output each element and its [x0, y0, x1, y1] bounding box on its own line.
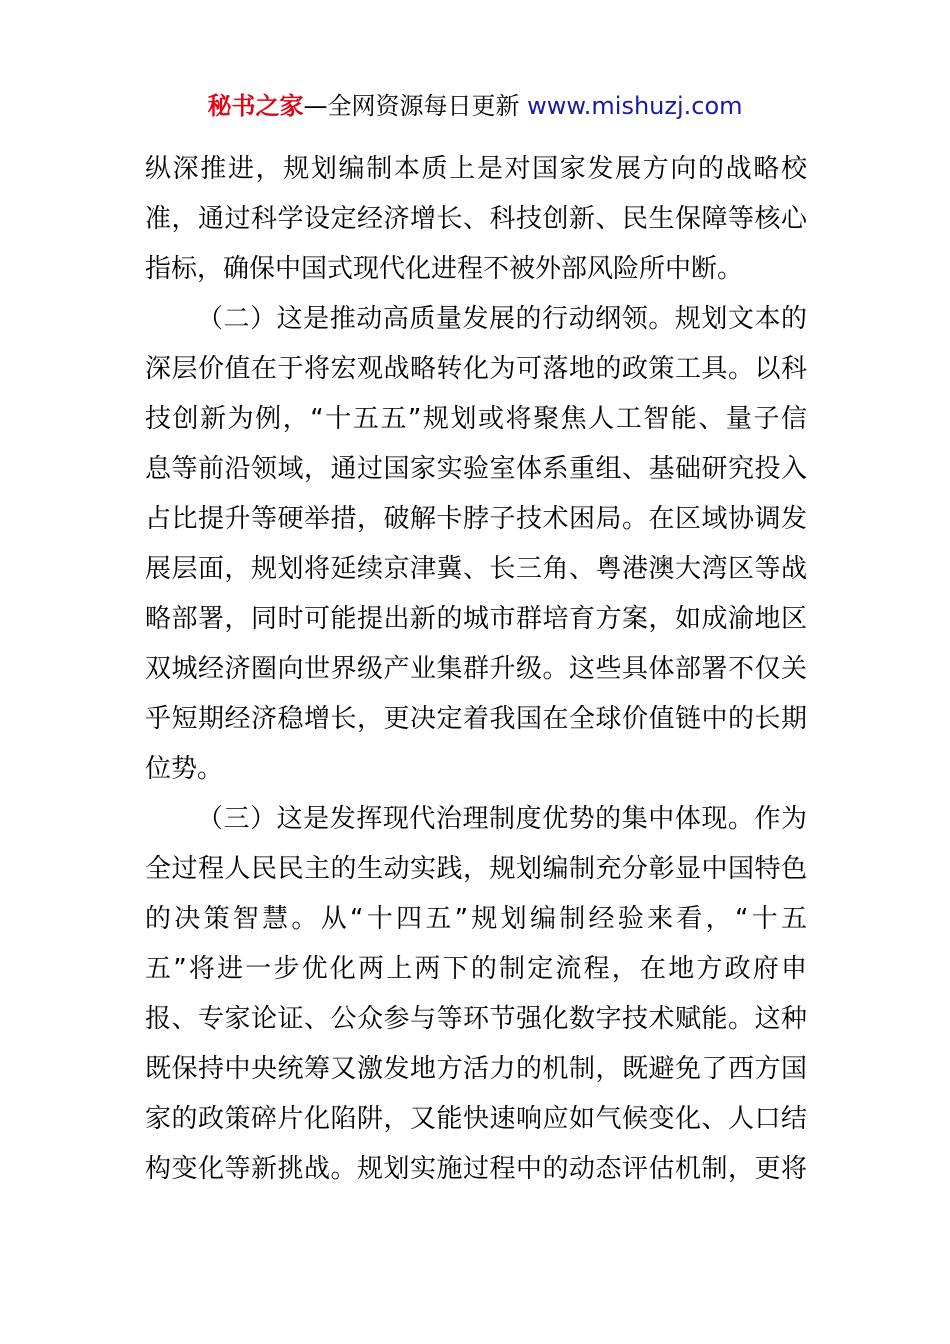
header-brand: 秘书之家 [207, 92, 304, 120]
header-url-link[interactable]: www.mishuzj.com [527, 92, 743, 120]
text-line: 全过程人民民主的生动实践，规划编制充分彰显中国特色 [145, 854, 807, 884]
text-line: 既保持中央统筹又激发地方活力的机制，既避免了西方国 [145, 1054, 807, 1084]
page-header [0, 86, 950, 126]
text-line: 的决策智慧。从“十四五”规划编制经验来看，“十五 [145, 904, 807, 934]
text-line: 五”将进一步优化两上两下的制定流程，在地方政府申 [145, 954, 807, 984]
paragraph-heading-3: （三）这是发挥现代治理制度优势的集中体现。作为 [197, 804, 807, 834]
text-line: 纵深推进，规划编制本质上是对国家发展方向的战略校 [145, 154, 807, 184]
text-line: 双城经济圈向世界级产业集群升级。这些具体部署不仅关 [145, 654, 807, 684]
text-line: 深层价值在于将宏观战略转化为可落地的政策工具。以科 [145, 354, 807, 384]
text-line: 展层面，规划将延续京津冀、长三角、粤港澳大湾区等战 [145, 554, 807, 584]
text-line: 技创新为例，“十五五”规划或将聚焦人工智能、量子信 [145, 404, 807, 434]
paragraph-heading-2: （二）这是推动高质量发展的行动纲领。规划文本的 [197, 304, 807, 334]
text-line: 略部署，同时可能提出新的城市群培育方案，如成渝地区 [145, 604, 807, 634]
text-line: 息等前沿领域，通过国家实验室体系重组、基础研究投入 [145, 454, 807, 484]
text-line: 构变化等新挑战。规划实施过程中的动态评估机制，更将 [145, 1154, 807, 1184]
text-line: 报、专家论证、公众参与等环节强化数字技术赋能。这种 [145, 1004, 807, 1034]
document-body [145, 144, 807, 1194]
text-line: 占比提升等硬举措，破解卡脖子技术困局。在区域协调发 [145, 504, 807, 534]
text-line: 指标，确保中国式现代化进程不被外部风险所中断。 [145, 254, 744, 284]
text-line: 位势。 [145, 754, 224, 784]
text-line: 乎短期经济稳增长，更决定着我国在全球价值链中的长期 [145, 704, 807, 734]
header-tagline: —全网资源每日更新 [303, 92, 520, 120]
text-line: 准，通过科学设定经济增长、科技创新、民生保障等核心 [145, 204, 807, 234]
text-line: 家的政策碎片化陷阱，又能快速响应如气候变化、人口结 [145, 1104, 807, 1134]
